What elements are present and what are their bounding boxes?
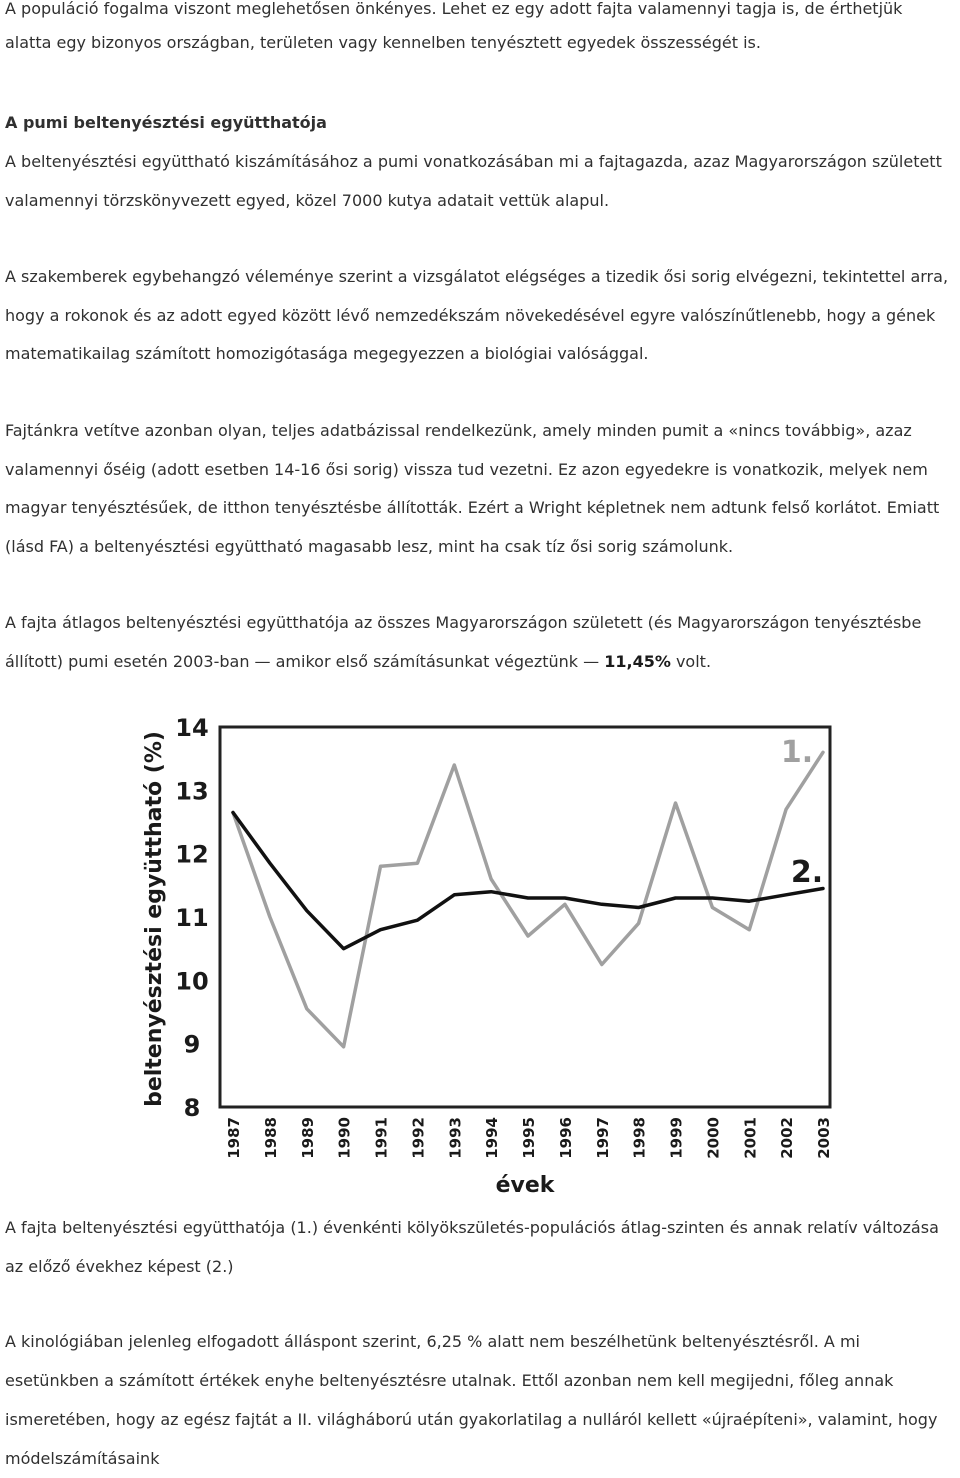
x-tick-label: 1993 xyxy=(446,1117,465,1159)
x-tick-label: 1995 xyxy=(520,1117,538,1159)
average-value: 11,45% xyxy=(604,652,671,671)
x-tick-label: 2002 xyxy=(778,1117,797,1159)
average-text-before: A fajta átlagos beltenyésztési együtthatója az összes Magyarországon született (és Magyarországon tenyésztésbe állított) pumi esetén 2003-ban — amikor első számításunkat végeztünk — xyxy=(5,613,922,671)
y-tick-label: 9 xyxy=(183,1030,201,1059)
x-tick-label: 2003 xyxy=(815,1117,833,1159)
y-tick-label: 10 xyxy=(175,967,209,996)
section-heading: A pumi beltenyésztési együtthatója xyxy=(5,113,327,132)
y-tick-label: 8 xyxy=(183,1094,201,1122)
paragraph-average xyxy=(5,603,952,681)
x-tick-label: 1990 xyxy=(335,1117,354,1159)
average-text-after: volt. xyxy=(670,652,712,671)
y-axis-label: beltenyésztési együttható (%) xyxy=(142,731,167,1107)
series-line-2 xyxy=(233,813,823,949)
paragraph-kinology: A kinológiában jelenleg elfogadott álláspont szerint, 6,25 % alatt nem beszélhetünk beltenyésztésről. A mi esetünkben a számított értékek enyhe beltenyésztésre utalnak. Ettől azonban nem kell megijedni, főleg annak ismeretében, hogy az egész fajtát a II. világháború után gyakorlatilag a nulláról kellett «újraépíteni», valamint, hogy módelszámításaink xyxy=(5,1332,938,1468)
x-tick-label: 1999 xyxy=(667,1117,686,1159)
x-tick-label: 2001 xyxy=(741,1117,760,1159)
x-tick-label: 1992 xyxy=(409,1117,428,1159)
x-tick-label: 1987 xyxy=(225,1117,243,1159)
x-tick-label: 1996 xyxy=(556,1117,575,1159)
x-tick-label: 1997 xyxy=(593,1117,612,1159)
y-tick-label: 12 xyxy=(175,840,209,869)
paragraph-population: A populáció fogalma viszont meglehetősen önkényes. Lehet ez egy adott fajta valamennyi tagja is, de érthetjük alatta egy bizonyos országban, területen vagy kennelben tenyésztett egyedek összességét is. xyxy=(5,0,903,52)
x-tick-label: 1988 xyxy=(261,1117,280,1159)
x-tick-label: 1989 xyxy=(298,1117,317,1159)
chart-caption: A fajta beltenyésztési együtthatója (1.) évenkénti kölyökszületés-populációs átlag-szinten és annak relatív változása az előző évekhez képest (2.) xyxy=(5,1218,939,1276)
y-tick-label: 14 xyxy=(175,714,209,742)
x-axis-label: évek xyxy=(495,1173,555,1198)
series-label-1: 1. xyxy=(780,735,814,770)
x-tick-label: 1994 xyxy=(483,1117,502,1159)
paragraph-database: Fajtánkra vetítve azonban olyan, teljes adatbázissal rendelkezünk, amely minden pumit a «nincs továbbig», azaz valamennyi őséig (adott esetben 14-16 ősi sorig) vissza tud vezetni. Ez azon egyedekre is vonatkozik, melyek nem magyar tenyésztésűek, de itthon tenyésztésbe állították. Ezért a Wright képletnek nem adtunk felső korlátot. Emiatt (lásd FA) a beltenyésztési együttható magasabb lesz, mint ha csak tíz ősi sorig számolunk. xyxy=(5,421,940,556)
chart-svg xyxy=(125,712,840,1202)
x-tick-label: 1991 xyxy=(372,1117,391,1159)
paragraph-data-basis: A beltenyésztési együttható kiszámításához a pumi vonatkozásában mi a fajtagazda, azaz Magyarországon született valamennyi törzskönyvezett egyed, közel 7000 kutya adatait vettük alapul. xyxy=(5,152,942,210)
y-tick-label: 13 xyxy=(175,777,209,806)
y-tick-label: 11 xyxy=(175,904,209,932)
x-tick-label: 1998 xyxy=(630,1117,649,1159)
inbreeding-chart xyxy=(125,712,840,1202)
x-tick-label: 2000 xyxy=(704,1117,723,1159)
paragraph-experts: A szakemberek egybehangzó véleménye szerint a vizsgálatot elégséges a tizedik ősi sorig elvégezni, tekintettel arra, hogy a rokonok és az adott egyed között lévő nemzedékszám növekedésével egyre valószínűtlenebb, hogy a gének matematikailag számított homozigótasága megegyezzen a biológiai valósággal. xyxy=(5,267,949,363)
series-label-2: 2. xyxy=(790,855,824,890)
